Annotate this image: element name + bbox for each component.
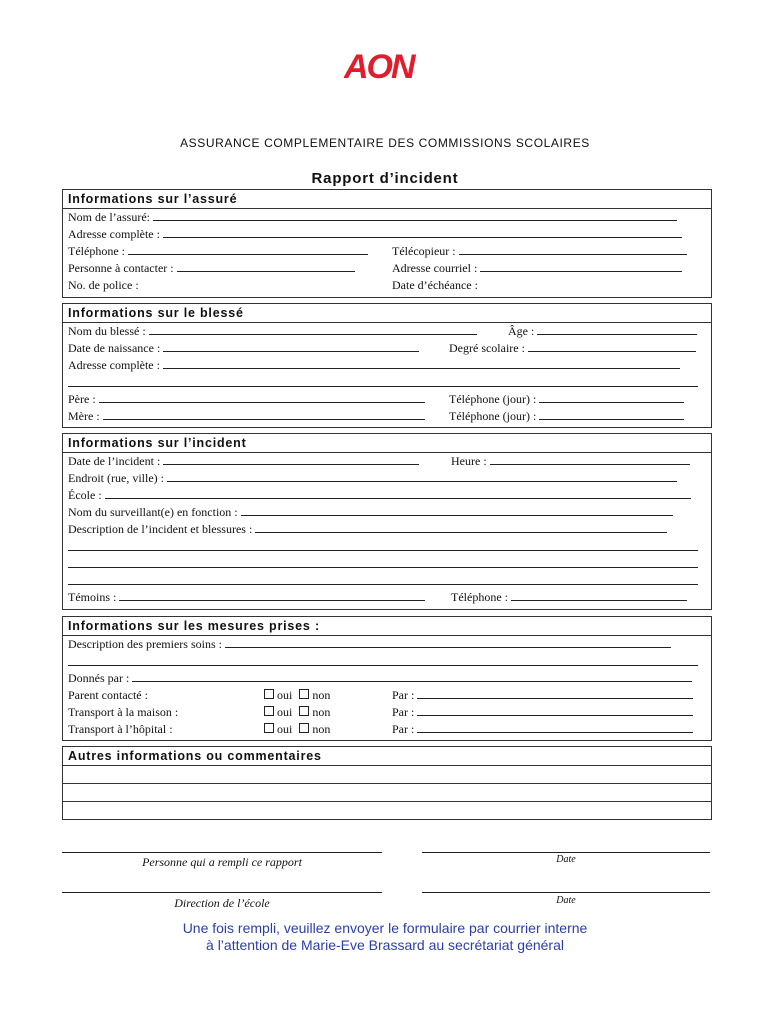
section-incident — [62, 433, 712, 610]
field-tel-mere[interactable] — [449, 408, 684, 425]
label: Date de naissance : — [68, 341, 161, 355]
field-temoins[interactable] — [68, 589, 425, 606]
label: Adresse courriel : — [392, 261, 478, 275]
field-donnes-par[interactable] — [68, 670, 692, 687]
label-transport-hopital: Transport à l’hôpital : — [68, 722, 173, 736]
label: Père : — [68, 392, 96, 406]
label: Adresse complète : — [68, 358, 160, 372]
blank-line[interactable] — [68, 584, 698, 585]
date-line-1[interactable] — [422, 852, 710, 853]
field-telephone-temoin[interactable] — [451, 589, 687, 606]
field-par-parent[interactable] — [392, 687, 693, 704]
field-degre[interactable] — [449, 340, 696, 357]
section-heading: Informations sur l’incident — [63, 434, 711, 453]
comment-row[interactable] — [63, 784, 711, 802]
label: Donnés par : — [68, 671, 130, 685]
label: Description des premiers soins : — [68, 637, 222, 651]
oui-label: oui — [277, 722, 293, 736]
field-tel-pere[interactable] — [449, 391, 684, 408]
logo-text: AON — [344, 48, 414, 84]
label: Heure : — [451, 454, 487, 468]
checkbox-non[interactable] — [299, 706, 309, 716]
field-adresse-blesse[interactable] — [68, 357, 680, 374]
checkbox-oui[interactable] — [264, 723, 274, 733]
field-telephone[interactable] — [68, 243, 368, 260]
field-age[interactable] — [508, 323, 697, 340]
label: École : — [68, 488, 102, 502]
blank-line[interactable] — [68, 386, 698, 387]
oui-label: oui — [277, 705, 293, 719]
field-pere[interactable] — [68, 391, 425, 408]
blank-line[interactable] — [68, 567, 698, 568]
choice-transport-hopital — [264, 721, 330, 738]
section-heading: Informations sur le blessé — [63, 304, 711, 323]
footer-line-2: à l’attention de Marie-Eve Brassard au secrétariat général — [206, 937, 564, 953]
label: Personne à contacter : — [68, 261, 174, 275]
label: Date de l’incident : — [68, 454, 161, 468]
section-heading: Autres informations ou commentaires — [63, 747, 711, 766]
label: Téléphone : — [451, 590, 508, 604]
footer-line-1: Une fois rempli, veuillez envoyer le formulaire par courrier interne — [182, 920, 588, 936]
label: Degré scolaire : — [449, 341, 525, 355]
field-description-incident[interactable] — [68, 521, 667, 538]
field-par-maison[interactable] — [392, 704, 693, 721]
label: Nom de l’assuré: — [68, 210, 150, 224]
label: Téléphone (jour) : — [449, 392, 537, 406]
signature-line-direction[interactable] — [62, 892, 382, 893]
field-police[interactable]: No. de police : — [68, 278, 139, 292]
label-date-2: Date — [556, 895, 576, 906]
field-personne[interactable] — [68, 260, 355, 277]
label: Description de l’incident et blessures : — [68, 522, 253, 536]
field-adresse[interactable] — [68, 226, 682, 243]
field-mere[interactable] — [68, 408, 425, 425]
label: Témoins : — [68, 590, 117, 604]
label: Téléphone : — [68, 244, 125, 258]
field-naissance[interactable] — [68, 340, 419, 357]
field-date-incident[interactable] — [68, 453, 419, 470]
label: Par : — [392, 688, 415, 702]
field-telecopieur[interactable] — [392, 243, 687, 260]
section-autres — [62, 746, 712, 820]
label-transport-maison: Transport à la maison : — [68, 705, 179, 719]
field-par-hopital[interactable] — [392, 721, 693, 738]
field-heure[interactable] — [451, 453, 690, 470]
choice-parent-contacte — [264, 687, 330, 704]
comment-row[interactable] — [63, 766, 711, 784]
field-ecole[interactable] — [68, 487, 691, 504]
aon-logo — [344, 46, 428, 84]
section-heading: Informations sur l’assuré — [63, 190, 711, 209]
label: Télécopieur : — [392, 244, 456, 258]
label: Nom du surveillant(e) en fonction : — [68, 505, 238, 519]
field-premiers-soins[interactable] — [68, 636, 671, 653]
field-endroit[interactable] — [68, 470, 677, 487]
checkbox-non[interactable] — [299, 723, 309, 733]
comment-row[interactable] — [63, 802, 711, 819]
label: Mère : — [68, 409, 100, 423]
label: Âge : — [508, 324, 535, 338]
field-nom-assure[interactable] — [68, 209, 677, 226]
checkbox-oui[interactable] — [264, 706, 274, 716]
field-surveillant[interactable] — [68, 504, 673, 521]
label: Par : — [392, 705, 415, 719]
non-label: non — [312, 688, 331, 702]
oui-label: oui — [277, 688, 293, 702]
signature-line-rempli[interactable] — [62, 852, 382, 853]
label: Endroit (rue, ville) : — [68, 471, 164, 485]
form-title: Rapport d’incident — [311, 170, 459, 187]
label-parent-contacte: Parent contacté : — [68, 688, 148, 702]
label: Adresse complète : — [68, 227, 160, 241]
section-assure — [62, 189, 712, 298]
date-line-2[interactable] — [422, 892, 710, 893]
checkbox-oui[interactable] — [264, 689, 274, 699]
label-rempli: Personne qui a rempli ce rapport — [142, 855, 302, 869]
org-title: ASSURANCE COMPLEMENTAIRE DES COMMISSIONS SCOLAIRES — [180, 136, 590, 150]
blank-line[interactable] — [68, 665, 698, 666]
field-courriel[interactable] — [392, 260, 682, 277]
label: Téléphone (jour) : — [449, 409, 537, 423]
label-date-1: Date — [556, 854, 576, 865]
section-blesse — [62, 303, 712, 428]
non-label: non — [312, 722, 331, 736]
section-heading: Informations sur les mesures prises : — [63, 617, 711, 636]
label: Nom du blessé : — [68, 324, 146, 338]
field-nom-blesse[interactable] — [68, 323, 477, 340]
checkbox-non[interactable] — [299, 689, 309, 699]
label: Par : — [392, 722, 415, 736]
label-direction: Direction de l’école — [174, 896, 270, 910]
non-label: non — [312, 705, 331, 719]
blank-line[interactable] — [68, 550, 698, 551]
choice-transport-maison — [264, 704, 330, 721]
section-mesures — [62, 616, 712, 741]
field-echeance[interactable]: Date d’échéance : — [392, 278, 478, 292]
